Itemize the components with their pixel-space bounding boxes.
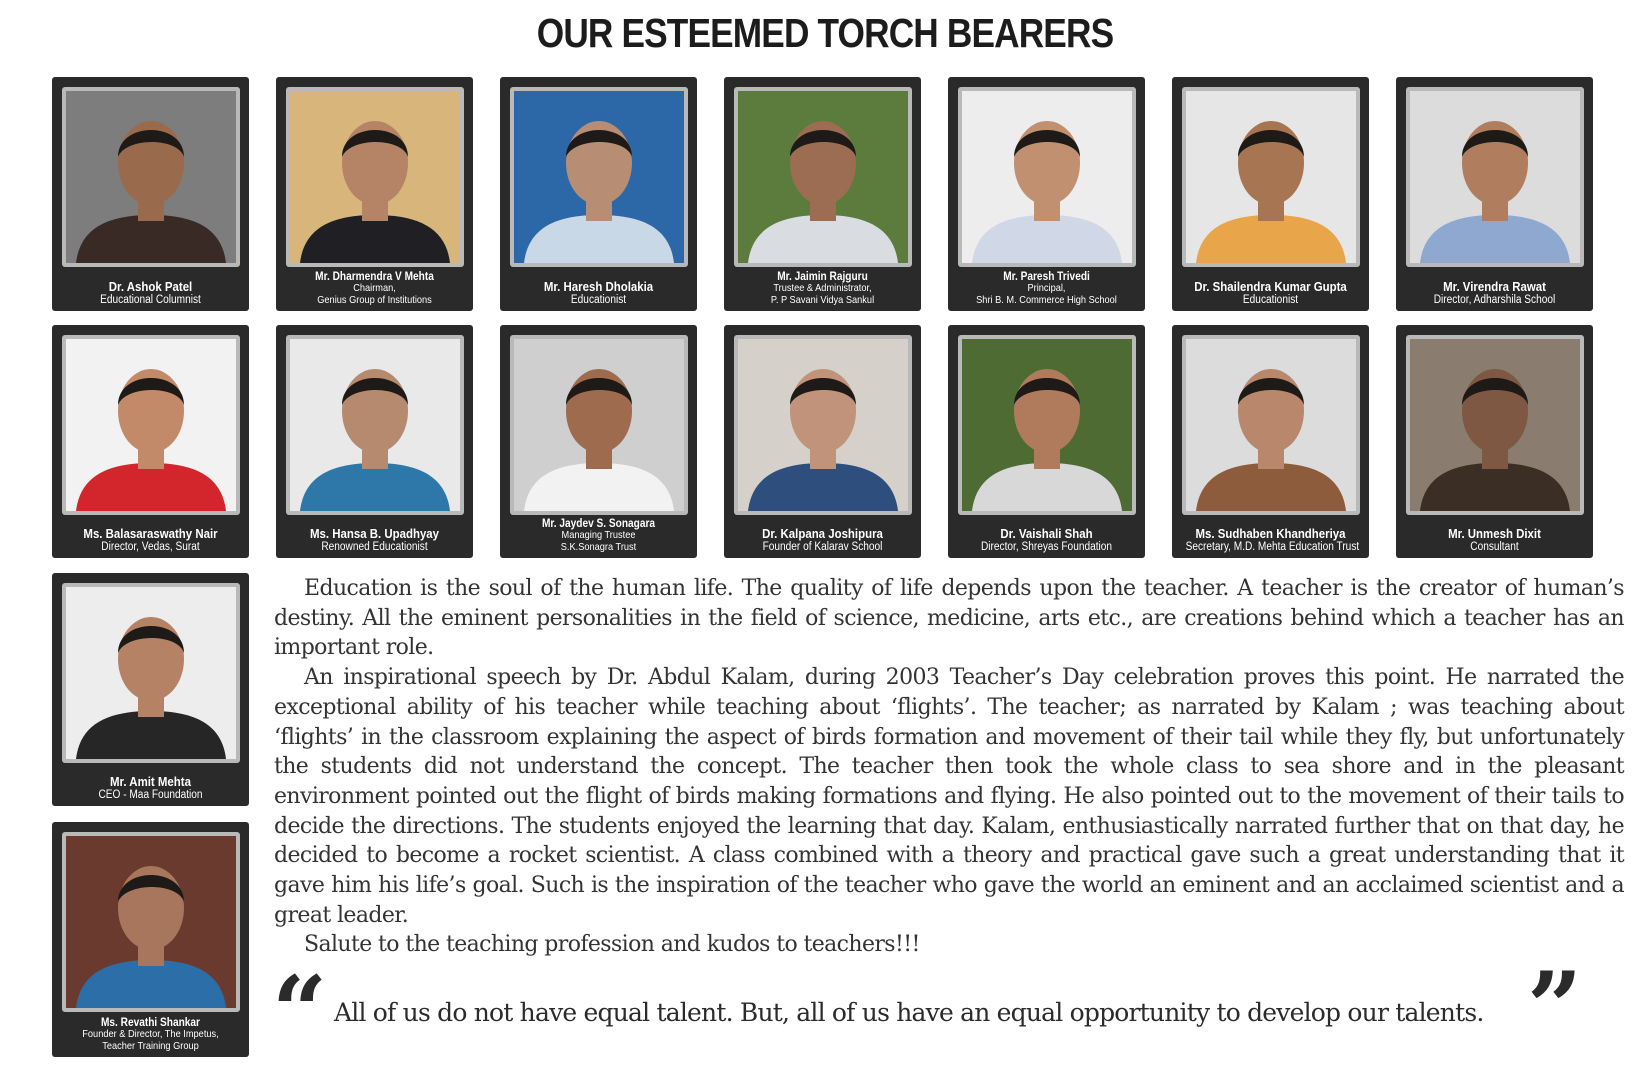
person-card xyxy=(52,822,249,1057)
person-role: Director, Adharshila School xyxy=(1433,293,1556,306)
quote-text: All of us do not have equal talent. But, all of us have an equal opportunity to develop our talents. xyxy=(334,998,1484,1027)
portrait-photo xyxy=(62,832,240,1012)
person-organization: S.K.Sonagra Trust xyxy=(560,540,637,553)
portrait-photo xyxy=(510,335,688,515)
person-caption xyxy=(1174,527,1367,553)
person-role: Principal, xyxy=(1027,282,1066,295)
person-name: Dr. Ashok Patel xyxy=(108,278,193,294)
person-name: Mr. Virendra Rawat xyxy=(1443,278,1546,294)
person-caption xyxy=(950,527,1143,553)
person-card xyxy=(1396,325,1593,558)
person-name: Mr. Unmesh Dixit xyxy=(1448,525,1541,541)
person-caption xyxy=(54,1017,247,1052)
person-card xyxy=(724,325,921,558)
person-name: Mr. Amit Mehta xyxy=(110,773,191,789)
person-organization: Shri B. M. Commerce High School xyxy=(976,293,1117,306)
person-name: Mr. Haresh Dholakia xyxy=(543,278,654,294)
person-organization: Teacher Training Group xyxy=(102,1039,199,1052)
person-caption xyxy=(278,271,471,306)
person-name: Mr. Paresh Trivedi xyxy=(1003,270,1090,283)
person-role: Founder & Director, The Impetus, xyxy=(82,1028,219,1041)
person-role: Educationist xyxy=(570,293,627,306)
person-caption xyxy=(54,775,247,801)
person-card xyxy=(948,77,1145,311)
person-name: Ms. Sudhaben Khandheriya xyxy=(1195,525,1346,541)
person-name: Ms. Revathi Shankar xyxy=(101,1016,200,1029)
portrait-photo xyxy=(1182,335,1360,515)
person-role: Director, Shreyas Foundation xyxy=(980,540,1113,553)
person-organization: P. P Savani Vidya Sankul xyxy=(770,293,875,306)
person-card xyxy=(948,325,1145,558)
person-role: Secretary, M.D. Mehta Education Trust xyxy=(1185,540,1360,553)
portrait-photo xyxy=(734,335,912,515)
person-card xyxy=(1172,77,1369,311)
person-role: Director, Vedas, Surat xyxy=(101,540,200,553)
paragraph: Education is the soul of the human life. The quality of life depends upon the teacher. A teacher is the creator of human’s destiny. All the eminent personalities in the field of science, medicine, arts etc., are creations behind which a teacher has an important role. xyxy=(274,576,1624,661)
person-name: Dr. Kalpana Joshipura xyxy=(762,525,883,541)
person-card xyxy=(500,325,697,558)
person-role: Consultant xyxy=(1470,540,1519,553)
portrait-photo xyxy=(62,335,240,515)
person-card xyxy=(1396,77,1593,311)
person-card xyxy=(1172,325,1369,558)
person-card xyxy=(500,77,697,311)
article-body xyxy=(274,574,1624,960)
person-name: Dr. Shailendra Kumar Gupta xyxy=(1194,278,1347,294)
portrait-photo xyxy=(62,87,240,267)
person-caption xyxy=(278,527,471,553)
portrait-photo xyxy=(958,87,1136,267)
person-card xyxy=(52,325,249,558)
portrait-photo xyxy=(1406,335,1584,515)
person-caption xyxy=(54,527,247,553)
person-card xyxy=(52,77,249,311)
close-quote-icon: ” xyxy=(1527,951,1583,1064)
person-role: Renowned Educationist xyxy=(321,540,428,553)
person-caption xyxy=(726,271,919,306)
portrait-photo xyxy=(734,87,912,267)
person-role: Trustee & Administrator, xyxy=(773,282,872,295)
person-caption xyxy=(726,527,919,553)
person-organization: Genius Group of Institutions xyxy=(317,293,432,306)
portrait-photo xyxy=(1406,87,1584,267)
person-caption xyxy=(54,280,247,306)
portrait-photo xyxy=(958,335,1136,515)
person-caption xyxy=(502,280,695,306)
page-title: OUR ESTEEMED TORCH BEARERS xyxy=(536,10,1114,56)
pull-quote xyxy=(272,951,1583,1068)
portrait-photo xyxy=(286,87,464,267)
person-name: Ms. Hansa B. Upadhyay xyxy=(309,525,440,541)
person-name: Mr. Jaimin Rajguru xyxy=(777,270,868,283)
person-name: Ms. Balasaraswathy Nair xyxy=(83,525,218,541)
person-caption xyxy=(502,518,695,553)
person-name: Mr. Jaydev S. Sonagara xyxy=(541,517,656,530)
person-card xyxy=(52,573,249,806)
person-name: Mr. Dharmendra V Mehta xyxy=(315,270,434,283)
portrait-photo xyxy=(1182,87,1360,267)
portrait-photo xyxy=(286,335,464,515)
person-caption xyxy=(1398,280,1591,306)
person-role: Chairman, xyxy=(353,282,396,295)
portrait-photo xyxy=(62,583,240,763)
person-caption xyxy=(950,271,1143,306)
paragraph: Salute to the teaching profession and kudos to teachers!!! xyxy=(304,932,920,958)
open-quote-icon: “ xyxy=(272,955,328,1068)
person-card xyxy=(276,325,473,558)
person-role: Founder of Kalarav School xyxy=(762,540,883,553)
portrait-photo xyxy=(510,87,688,267)
person-role: Managing Trustee xyxy=(561,529,636,542)
paragraph: An inspirational speech by Dr. Abdul Kalam, during 2003 Teacher’s Day celebration proves this point. He narrated the exceptional ability of his teacher while teaching about ‘flights’. The teacher; as narrated by Kalam ; was teaching about ‘flights’ in the classroom explaining the aspect of birds formation and movement of their tail while they fly, but unfortunately the students did not understand the concept. The teacher then took the whole class to sea shore and in the pleasant environment pointed out the flight of birds making formations and flying. He also pointed out to the movement of their tails to decide the directions. The students enjoyed the learning that day. Kalam, enthusiastically narrated further that on that day, he decided to become a rocket scientist. A class combined with a theory and practical gave such a great understanding that it gave him his life’s goal. Such is the inspiration of the teacher who gave the world an eminent and an acclaimed scientist and a great leader. xyxy=(274,665,1624,928)
person-name: Dr. Vaishali Shah xyxy=(1000,525,1093,541)
person-role: Educationist xyxy=(1242,293,1299,306)
person-caption xyxy=(1174,280,1367,306)
person-card xyxy=(276,77,473,311)
person-card xyxy=(724,77,921,311)
person-caption xyxy=(1398,527,1591,553)
person-role: CEO - Maa Foundation xyxy=(98,788,203,801)
person-role: Educational Columnist xyxy=(100,293,201,306)
